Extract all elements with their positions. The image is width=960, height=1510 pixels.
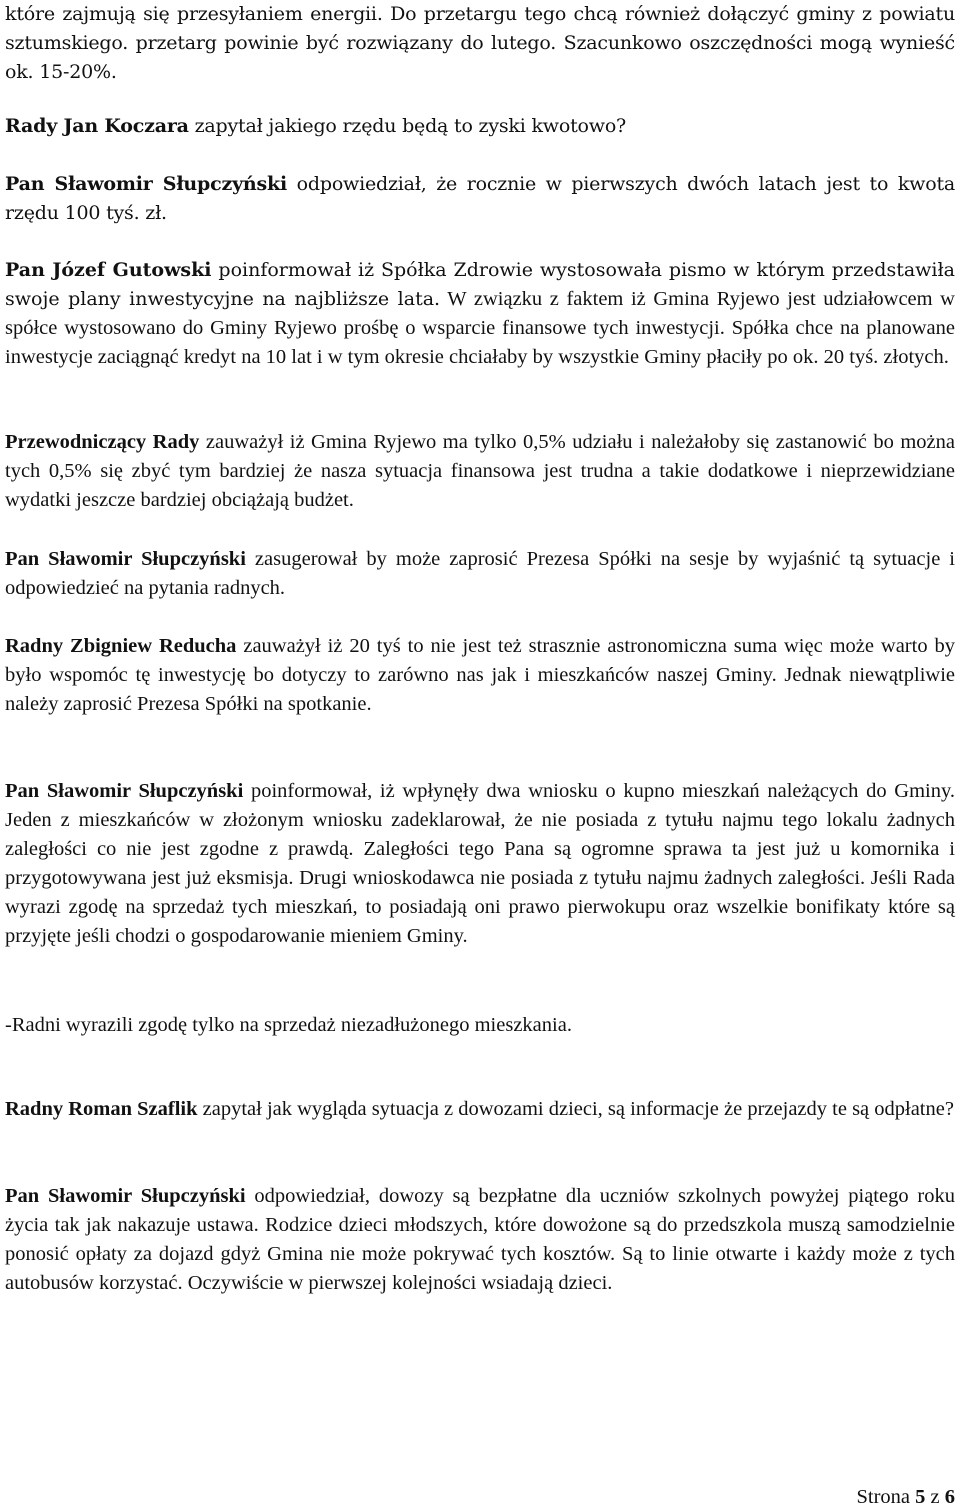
footer-page-number: 5 (915, 1486, 926, 1508)
paragraph-7 (5, 632, 955, 719)
speaker-name: Pan Józef Gutowski (5, 259, 212, 281)
speaker-name: Pan Sławomir Słupczyński (5, 780, 244, 802)
paragraph-5 (5, 428, 955, 515)
speaker-name: Pan Sławomir Słupczyński (5, 173, 288, 195)
paragraph-text: W związku z faktem iż Gmina Ryjewo jest udziałowcem w spółce wystosowano do Gminy Ryjewo prośbę o wsparcie finansowe tych inwestycji. Spółka chce na planowane inwestycje zaciągnąć kredyt na 10 lat i w tym okresie chciałaby by wszystkie Gminy płaciły po ok. 20 tyś. złotych. (5, 288, 955, 368)
paragraph-2 (5, 112, 955, 141)
speaker-name: Przewodniczący Rady (5, 431, 200, 453)
paragraph-text: zapytał jakiego rzędu będą to zyski kwotowo? (188, 115, 627, 137)
paragraph-3 (5, 170, 955, 228)
paragraph-9 (5, 1011, 955, 1040)
speaker-name: Pan Sławomir Słupczyński (5, 1185, 246, 1207)
paragraph-1 (5, 0, 955, 87)
paragraph-text: odpowiedział, że rocznie w pierwszych dwóch latach jest to kwota rzędu 100 tyś. zł. (5, 173, 956, 224)
paragraph-text: zauważył iż Gmina Ryjewo ma tylko 0,5% udziału i należałoby się zastanowić bo można tych 0,5% się zbyć tym bardziej że nasza sytuacja finansowa jest trudna a takie dodatkowe i nieprzewidziane wydatki jeszcze bardziej obciążają budżet. (5, 431, 955, 511)
paragraph-text: zasugerował by może zaprosić Prezesa Spółki na sesje by wyjaśnić tą sytuacje i odpowiedzieć na pytania radnych. (5, 548, 955, 599)
paragraph-text: poinformował, iż wpłynęły dwa wniosku o kupno mieszkań należących do Gminy. Jeden z mieszkańców w złożonym wniosku zadeklarował, że nie posiada z tytułu najmu tego lokalu żadnych zaległości co nie jest zgodne z prawdą. Zaległości tego Pana są ogromne sprawa ta jest już u komornika i przygotowywana jest już eksmisja. Drugi wnioskodawca nie posiada z tytułu najmu żadnych zaległości. Jeśli Rada wyrazi zgodę na sprzedaż tych mieszkań, to posiadają oni prawo pierwokupu oraz wszelkie bonifikaty które są przyjęte jeśli chodzi o gospodarowanie mieniem Gminy. (5, 780, 955, 947)
paragraph-8 (5, 777, 955, 951)
speaker-name: Pan Sławomir Słupczyński (5, 548, 246, 570)
speaker-name: Rady Jan Koczara (5, 115, 189, 137)
paragraph-text: które zajmują się przesyłaniem energii. Do przetargu tego chcą również dołączyć gminy z powiatu sztumskiego. przetarg powinie być rozwiązany do lutego. Szacunkowo oszczędności mogą wynieść ok. 15-20%. (5, 3, 955, 83)
paragraph-text: zapytał jak wygląda sytuacja z dowozami dzieci, są informacje że przejazdy te są odpłatne? (197, 1098, 954, 1120)
footer-page-total: 6 (944, 1486, 955, 1508)
paragraph-11 (5, 1182, 955, 1298)
paragraph-text: poinformował iż Spółka Zdrowie wystosowała pismo w którym przedstawiła swoje plany inwestycyjne na najbliższe lata. (5, 259, 955, 310)
footer-label: Strona (856, 1486, 911, 1508)
paragraph-text: odpowiedział, dowozy są bezpłatne dla uczniów szkolnych powyżej piątego roku życia tak jak nakazuje ustawa. Rodzice dzieci młodszych, które dowożone są do przedszkola muszą samodzielnie ponosić opłaty za dojazd gdyż Gmina nie może pokrywać tych kosztów. Są to linie otwarte i każdy może z tych autobusów korzystać. Oczywiście w pierwszej kolejności wsiadają dzieci. (5, 1185, 955, 1294)
paragraph-text: zauważył iż 20 tyś to nie jest też strasznie astronomiczna suma więc może warto by było wspomóc tę inwestycję bo dotyczy to zarówno nas jak i mieszkańców naszej Gminy. Jednak niewątpliwie należy zaprosić Prezesa Spółki na spotkanie. (5, 635, 955, 715)
speaker-name: Radny Zbigniew Reducha (5, 635, 237, 657)
page-footer (856, 1484, 955, 1510)
paragraph-text: -Radni wyrazili zgodę tylko na sprzedaż niezadłużonego mieszkania. (5, 1014, 572, 1036)
footer-separator: z (930, 1486, 940, 1508)
speaker-name: Radny Roman Szaflik (5, 1098, 198, 1120)
paragraph-4 (5, 256, 955, 372)
paragraph-10 (5, 1095, 955, 1124)
paragraph-6 (5, 545, 955, 603)
